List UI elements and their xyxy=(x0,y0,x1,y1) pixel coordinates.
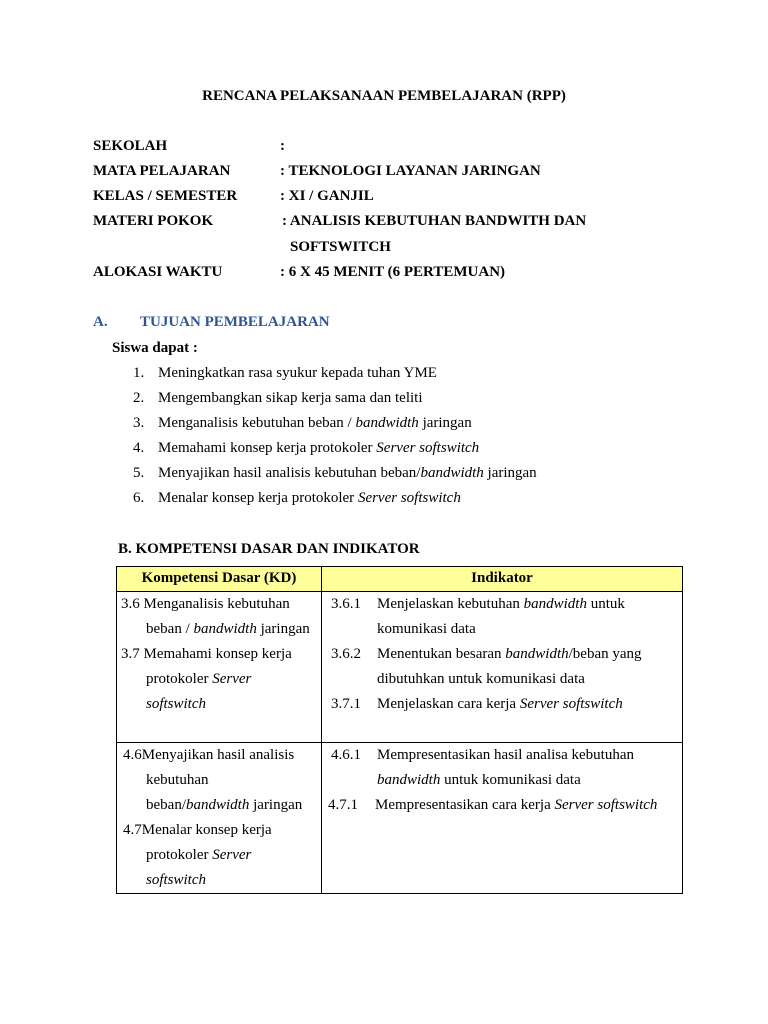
objective-number: 1. xyxy=(133,365,145,381)
table-row xyxy=(117,592,683,743)
indicator-3-6-2-line2: dibutuhkan untuk komunikasi data xyxy=(377,671,585,687)
objective-text: Menganalisis kebutuhan beban / bandwidth jaringan xyxy=(158,415,472,431)
kd-4-6-line3: beban/bandwidth jaringan xyxy=(146,797,303,813)
kd-cell xyxy=(117,592,322,743)
indicator-number: 3.7.1 xyxy=(331,696,361,712)
mapel-value: : TEKNOLOGI LAYANAN JARINGAN xyxy=(280,163,541,179)
objective-text: Menalar konsep kerja protokoler Server softswitch xyxy=(158,490,461,506)
objective-text: Mengembangkan sikap kerja sama dan teliti xyxy=(158,390,423,406)
kd-4-7-line1: 4.7Menalar konsep kerja xyxy=(123,822,272,838)
indicator-cell xyxy=(322,743,683,894)
objective-number: 6. xyxy=(133,490,145,506)
indicator-4-6-1-line2: bandwidth untuk komunikasi data xyxy=(377,772,581,788)
sekolah-value: : xyxy=(280,138,285,154)
kd-column-header: Kompetensi Dasar (KD) xyxy=(117,567,322,592)
kd-3-6-line1: 3.6 Menganalisis kebutuhan xyxy=(121,596,290,612)
kd-4-7-line2: protokoler Server xyxy=(146,847,252,863)
objective-number: 5. xyxy=(133,465,145,481)
kd-3-7-line3: softswitch xyxy=(146,696,207,712)
indicator-cell xyxy=(322,592,683,743)
alokasi-value: : 6 X 45 MENIT (6 PERTEMUAN) xyxy=(280,264,506,280)
objective-number: 2. xyxy=(133,390,145,406)
objective-number: 3. xyxy=(133,415,145,431)
table-row xyxy=(117,743,683,894)
materi-value-line2: SOFTSWITCH xyxy=(290,239,391,255)
kd-3-7-line2: protokoler Server xyxy=(146,671,252,687)
indicator-3-6-1-line1: Menjelaskan kebutuhan bandwidth untuk xyxy=(377,596,625,612)
section-a-intro: Siswa dapat : xyxy=(112,340,198,356)
objective-text: Memahami konsep kerja protokoler Server softswitch xyxy=(158,440,480,456)
objective-text: Meningkatkan rasa syukur kepada tuhan YME xyxy=(158,365,437,381)
alokasi-label: ALOKASI WAKTU xyxy=(93,264,223,280)
sekolah-label: SEKOLAH xyxy=(93,138,168,154)
materi-value-line1: : ANALISIS KEBUTUHAN BANDWITH DAN xyxy=(282,213,587,229)
kd-4-6-line2: kebutuhan xyxy=(146,772,209,788)
kd-4-6-line1: 4.6Menyajikan hasil analisis xyxy=(123,747,295,763)
section-b-title: B. KOMPETENSI DASAR DAN INDIKATOR xyxy=(118,541,420,557)
indicator-number: 4.7.1 xyxy=(328,797,358,813)
table-header-row xyxy=(117,567,683,592)
indicator-column-header: Indikator xyxy=(322,567,683,592)
indicator-3-6-1-line2: komunikasi data xyxy=(377,621,476,637)
document-title: RENCANA PELAKSANAAN PEMBELAJARAN (RPP) xyxy=(202,88,566,104)
kd-indicator-table xyxy=(116,566,683,894)
kd-3-7-line1: 3.7 Memahami konsep kerja xyxy=(121,646,292,662)
indicator-3-7-1: Menjelaskan cara kerja Server softswitch xyxy=(377,696,623,712)
indicator-number: 3.6.2 xyxy=(331,646,361,662)
indicator-4-6-1-line1: Mempresentasikan hasil analisa kebutuhan xyxy=(377,747,635,763)
kd-cell xyxy=(117,743,322,894)
section-a-letter: A. xyxy=(93,314,108,330)
objective-text: Menyajikan hasil analisis kebutuhan beban/bandwidth jaringan xyxy=(158,465,537,481)
kelas-value: : XI / GANJIL xyxy=(280,188,374,204)
kelas-label: KELAS / SEMESTER xyxy=(93,188,238,204)
materi-label: MATERI POKOK xyxy=(93,213,214,229)
indicator-number: 3.6.1 xyxy=(331,596,361,612)
indicator-3-6-2-line1: Menentukan besaran bandwidth/beban yang xyxy=(377,646,642,662)
kd-4-7-line3: softswitch xyxy=(146,872,207,888)
kd-3-6-line2: beban / bandwidth jaringan xyxy=(146,621,310,637)
indicator-4-7-1: Mempresentasikan cara kerja Server softswitch xyxy=(375,797,658,813)
section-a-title: TUJUAN PEMBELAJARAN xyxy=(140,314,330,330)
mapel-label: MATA PELAJARAN xyxy=(93,163,231,179)
indicator-number: 4.6.1 xyxy=(331,747,361,763)
objective-number: 4. xyxy=(133,440,145,456)
